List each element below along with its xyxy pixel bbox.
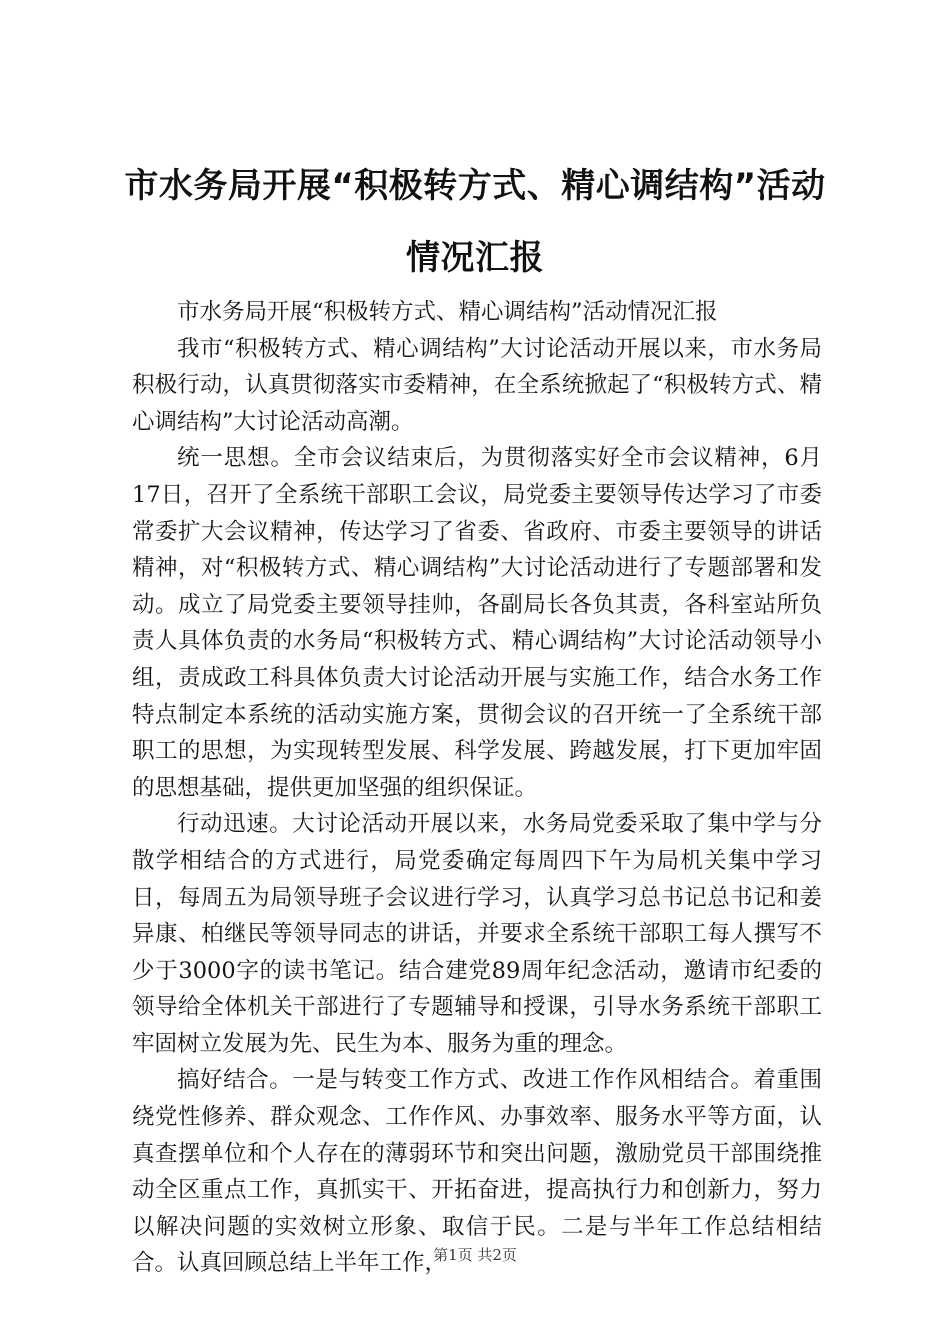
body-paragraph: 市水务局开展“积极转方式、精心调结构”活动情况汇报 — [177, 299, 718, 325]
body-paragraph: 搞好结合。一是与转变工作方式、改进工作作风相结合。着重围绕党性修养、群众观念、工作作风、办事效率、服务水平等方面，认真查摆单位和个人存在的薄弱环节和突出问题，激励党员干部围绕推动全区重点工作，真抓实干、开拓奋进，提高执行力和创新力，努力以解决问题的实效树立形象、取信于民。二是与半年工作总结相结合。认真回顾总结上半年工作， — [132, 1067, 822, 1277]
document-body — [132, 294, 822, 1282]
page-footer: 第1页 共2页 — [433, 1246, 517, 1264]
document-title: 市水务局开展“积极转方式、精心调结构”活动情况汇报 — [124, 166, 826, 278]
body-paragraph: 我市“积极转方式、精心调结构”大讨论活动开展以来，市水务局积极行动，认真贯彻落实市委精神，在全系统掀起了“积极转方式、精心调结构”大讨论活动高潮。 — [132, 335, 822, 435]
body-paragraph: 统一思想。全市会议结束后，为贯彻落实好全市会议精神，6月17日，召开了全系统干部职工会议，局党委主要领导传达学习了市委常委扩大会议精神，传达学习了省委、省政府、市委主要领导的讲话精神，对“积极转方式、精心调结构”大讨论活动进行了专题部署和发动。成立了局党委主要领导挂帅，各副局长各负其责，各科室站所负责人具体负责的水务局“积极转方式、精心调结构”大讨论活动领导小组，责成政工科具体负责大讨论活动开展与实施工作，结合水务工作特点制定本系统的活动实施方案，贯彻会议的召开统一了全系统干部职工的思想，为实现转型发展、科学发展、跨越发展，打下更加牢固的思想基础，提供更加坚强的组织保证。 — [132, 445, 822, 801]
body-paragraph: 行动迅速。大讨论活动开展以来，水务局党委采取了集中学与分散学相结合的方式进行，局党委确定每周四下午为局机关集中学习日，每周五为局领导班子会议进行学习，认真学习总书记总书记和姜异康、柏继民等领导同志的讲话，并要求全系统干部职工每人撰写不少于3000字的读书笔记。结合建党89周年纪念活动，邀请市纪委的领导给全体机关干部进行了专题辅导和授课，引导水务系统干部职工牢固树立发展为先、民生为本、服务为重的理念。 — [132, 811, 822, 1057]
